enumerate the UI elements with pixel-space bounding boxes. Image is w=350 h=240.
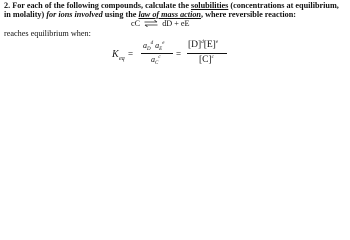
equilibrium-constant-equation bbox=[112, 40, 242, 72]
activity-a-d: a bbox=[143, 41, 147, 50]
problem-text-2c: , where reversible reaction: bbox=[201, 10, 297, 19]
equals-sign-2: = bbox=[176, 49, 182, 59]
equals-sign-1: = bbox=[128, 49, 134, 59]
fraction-bar-2 bbox=[187, 53, 227, 54]
problem-line-1 bbox=[4, 1, 339, 10]
problem-line-2 bbox=[4, 10, 296, 19]
concentration-denominator bbox=[199, 55, 214, 65]
activity-a-e: a bbox=[155, 41, 160, 50]
conc-d: [D] bbox=[188, 40, 202, 50]
problem-text-1b: (concentrations at equilibrium, bbox=[228, 1, 339, 10]
conc-exp-d: d bbox=[201, 40, 204, 45]
problem-text-2a: in molality) bbox=[4, 10, 47, 19]
fraction-bar-1 bbox=[141, 53, 173, 54]
reaction-products: dD + eE bbox=[162, 19, 190, 28]
conc-exp-c: c bbox=[211, 55, 214, 60]
conc-c: [C] bbox=[199, 55, 212, 65]
problem-text-2b: using the bbox=[102, 10, 139, 19]
problem-number: 2. bbox=[4, 1, 11, 10]
concentration-numerator bbox=[188, 40, 218, 50]
activity-numerator bbox=[143, 41, 164, 52]
activity-a-c: a bbox=[151, 55, 155, 64]
activity-sub-c: C bbox=[155, 61, 159, 66]
problem-line-4: reaches equilibrium when: bbox=[4, 29, 91, 38]
conc-e: [E] bbox=[203, 40, 216, 50]
k-subscript: eq bbox=[119, 56, 125, 62]
activity-exp-c: c bbox=[158, 55, 161, 60]
activity-exp-d: d bbox=[150, 41, 154, 46]
ions-involved-phrase: for ions involved bbox=[46, 10, 103, 19]
k-symbol: K bbox=[112, 49, 119, 60]
activity-sub-e: E bbox=[159, 47, 163, 52]
law-of-mass-action-term: law of mass action bbox=[138, 10, 201, 19]
equilibrium-arrows-icon bbox=[144, 20, 158, 27]
reaction-equation bbox=[131, 19, 190, 28]
activity-exp-e: e bbox=[162, 41, 165, 46]
reaction-reactant: cC bbox=[131, 19, 141, 28]
activity-denominator bbox=[151, 55, 161, 66]
activity-fraction bbox=[139, 40, 175, 70]
solubilities-term: solubilities bbox=[191, 1, 229, 10]
problem-text-1a: For each of the following compounds, calculate the bbox=[10, 1, 192, 10]
conc-exp-e: e bbox=[215, 40, 219, 45]
concentration-fraction bbox=[186, 40, 232, 72]
activity-sub-d: D bbox=[147, 47, 151, 52]
